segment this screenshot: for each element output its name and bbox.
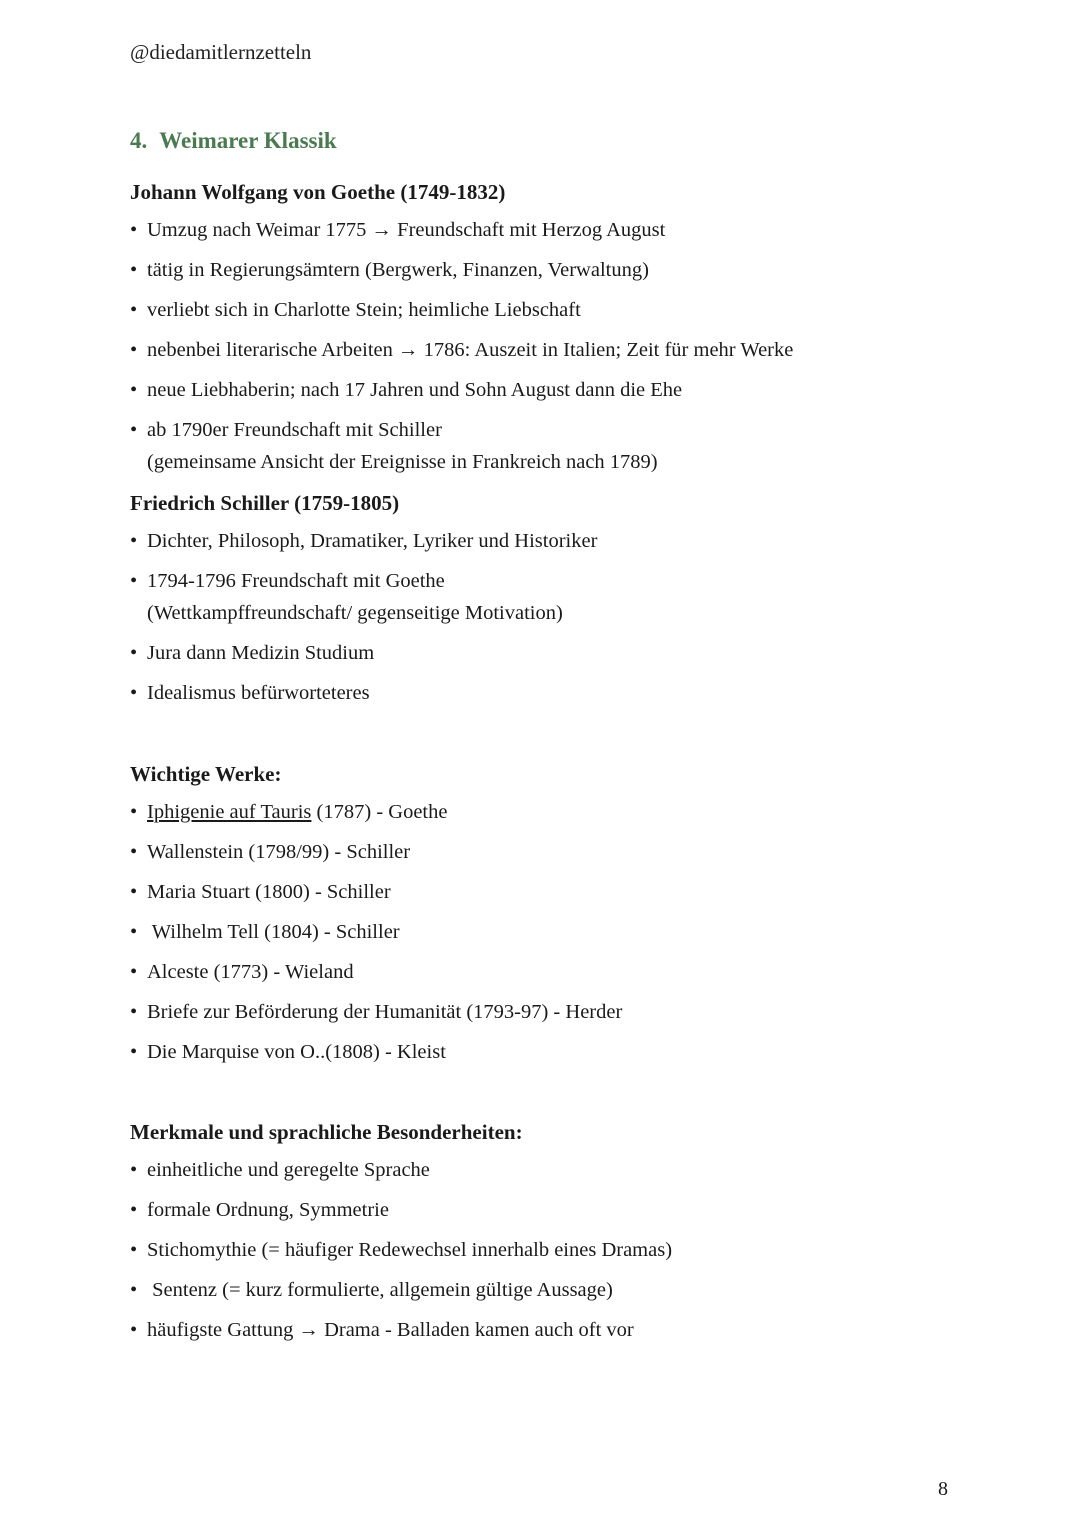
merkmale-block — [130, 1118, 950, 1346]
list-item: • formale Ordnung, Symmetrie — [130, 1194, 950, 1226]
list-item-continuation: (gemeinsame Ansicht der Ereignisse in Frankreich nach 1789) — [147, 451, 658, 473]
list-item-text: (1787) - Goethe — [311, 801, 448, 823]
goethe-list — [130, 214, 950, 478]
schiller-list — [130, 525, 950, 709]
author-handle: @diedamitlernzetteln — [130, 40, 312, 64]
list-item: • Stichomythie (= häufiger Redewechsel innerhalb eines Dramas) — [130, 1234, 950, 1266]
list-item: • Jura dann Medizin Studium — [130, 637, 950, 669]
list-item-text: 1794-1796 Freundschaft mit Goethe — [147, 570, 445, 592]
list-item: • nebenbei literarische Arbeiten → 1786: Auszeit in Italien; Zeit für mehr Werke — [130, 334, 950, 366]
list-item: • Dichter, Philosoph, Dramatiker, Lyriker und Historiker — [130, 525, 950, 557]
page-number: 8 — [938, 1478, 948, 1500]
list-item: • Briefe zur Beförderung der Humanität (1793-97) - Herder — [130, 996, 950, 1028]
werke-heading: Wichtige Werke: — [130, 762, 282, 786]
list-item: • Wallenstein (1798/99) - Schiller — [130, 836, 950, 868]
list-item: • Umzug nach Weimar 1775 → Freundschaft mit Herzog August — [130, 214, 950, 246]
werke-block — [130, 760, 950, 1068]
section-title-text: Weimarer Klassik — [159, 128, 337, 153]
list-item: • einheitliche und geregelte Sprache — [130, 1154, 950, 1186]
merkmale-list — [130, 1154, 950, 1346]
list-item: • neue Liebhaberin; nach 17 Jahren und Sohn August dann die Ehe — [130, 374, 950, 406]
list-item: • verliebt sich in Charlotte Stein; heimliche Liebschaft — [130, 294, 950, 326]
list-item: • Wilhelm Tell (1804) - Schiller — [130, 916, 950, 948]
merkmale-heading: Merkmale und sprachliche Besonderheiten: — [130, 1120, 523, 1144]
schiller-heading: Friedrich Schiller (1759-1805) — [130, 491, 400, 515]
schiller-block — [130, 489, 950, 709]
goethe-heading: Johann Wolfgang von Goethe (1749-1832) — [130, 180, 506, 204]
section-number: 4. — [130, 128, 148, 153]
list-item: • Sentenz (= kurz formulierte, allgemein gültige Aussage) — [130, 1274, 950, 1306]
list-item — [130, 565, 950, 629]
work-title-link[interactable]: Iphigenie auf Tauris — [147, 801, 312, 823]
list-item: • häufigste Gattung → Drama - Balladen kamen auch oft vor — [130, 1314, 950, 1346]
list-item-continuation: (Wettkampffreundschaft/ gegenseitige Motivation) — [147, 602, 563, 624]
section-title — [130, 128, 337, 154]
list-item — [130, 414, 950, 478]
list-item: • Idealismus befürworteteres — [130, 677, 950, 709]
list-item: • Maria Stuart (1800) - Schiller — [130, 876, 950, 908]
goethe-block — [130, 178, 950, 478]
list-item: • Die Marquise von O..(1808) - Kleist — [130, 1036, 950, 1068]
werke-list — [130, 796, 950, 1068]
list-item: • Alceste (1773) - Wieland — [130, 956, 950, 988]
list-item: • tätig in Regierungsämtern (Bergwerk, Finanzen, Verwaltung) — [130, 254, 950, 286]
list-item — [130, 796, 950, 828]
list-item-text: ab 1790er Freundschaft mit Schiller — [147, 419, 442, 441]
